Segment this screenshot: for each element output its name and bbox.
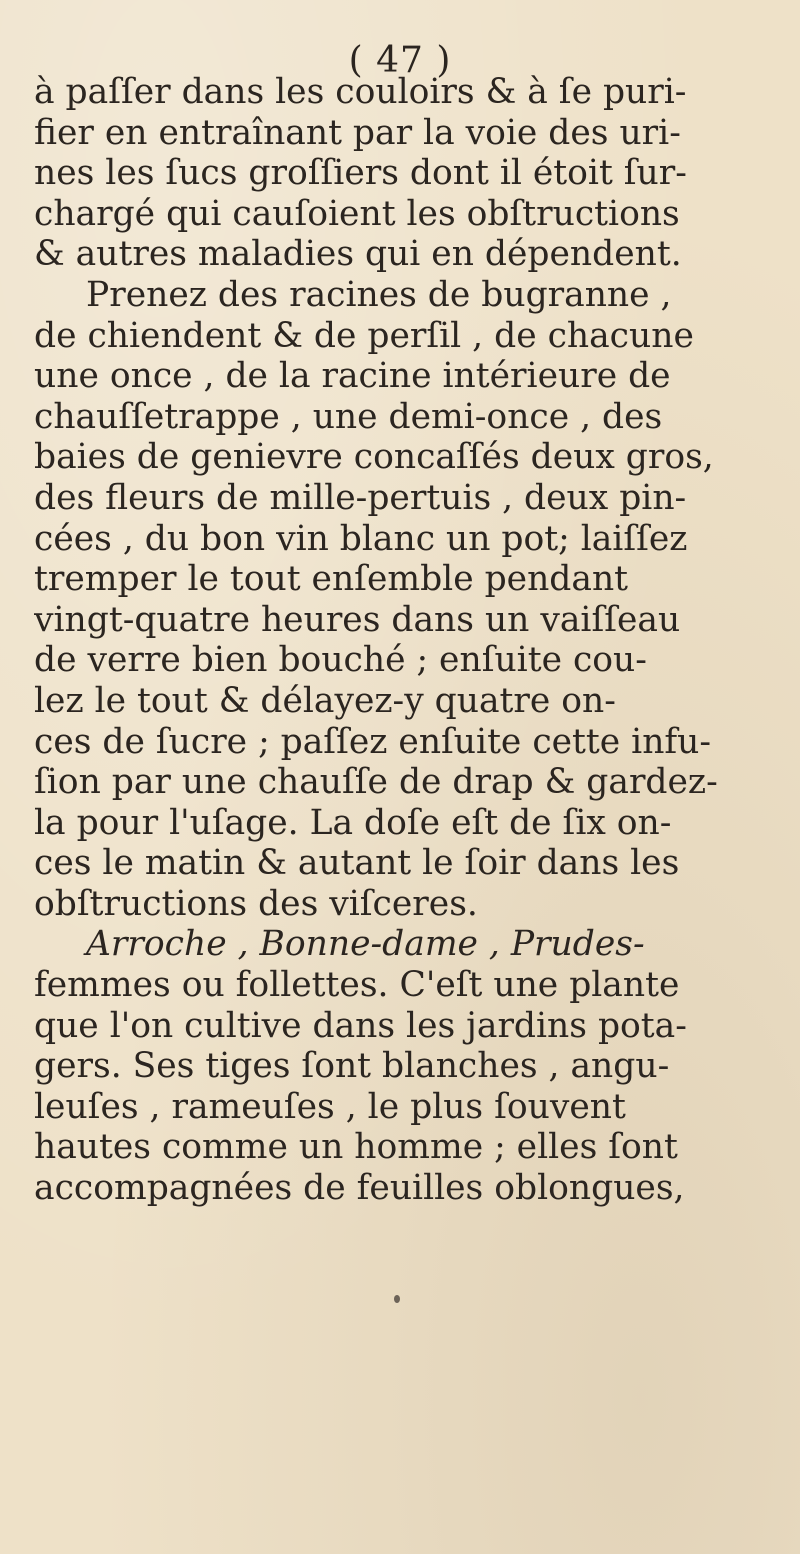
text-line: hautes comme un homme ; elles ſont	[34, 1127, 678, 1168]
text-line: de verre bien bouché ; enſuite cou-	[34, 640, 647, 681]
text-line: tremper le tout enſemble pendant	[34, 559, 629, 600]
text-line: de chiendent & de perſil , de chacune	[34, 315, 694, 356]
text-line: à paſſer dans les couloirs & à ſe puri-	[34, 72, 687, 112]
text-line: accompagnées de feuilles oblongues,	[34, 1168, 685, 1209]
text-line: fier en entraînant par la voie des uri-	[34, 112, 681, 153]
text-line: & autres maladies qui en dépendent.	[34, 234, 682, 275]
text-line: nes les ſucs groſſiers dont il étoit ſur-	[34, 153, 687, 194]
text-line: la pour l'uſage. La doſe eſt de ſix on-	[34, 802, 672, 843]
text-line: gers. Ses tiges ſont blanches , angu-	[34, 1046, 670, 1087]
ink-speck	[394, 1295, 400, 1303]
text-line: ces de ſucre ; paſſez enſuite cette infu-	[34, 721, 712, 762]
text-line: une once , de la racine intérieure de	[34, 356, 671, 397]
text-line: ces le matin & autant le ſoir dans les	[34, 843, 680, 884]
entry-heading-line: Arroche , Bonne-dame , Prudes-	[86, 924, 645, 965]
text-line: leuſes , rameuſes , le plus ſouvent	[34, 1086, 626, 1127]
text-line: ſion par une chauſſe de drap & gardez-	[34, 762, 718, 803]
text-line: chauſſetrappe , une demi-once , des	[34, 396, 663, 437]
text-line: chargé qui cauſoient les obſtructions	[34, 193, 680, 234]
text-line: que l'on cultive dans les jardins pota-	[34, 1005, 687, 1046]
text-line: Prenez des racines de bugranne ,	[86, 274, 672, 315]
page-number: ( 47 )	[348, 40, 452, 81]
text-line: obſtructions des viſceres.	[34, 883, 478, 924]
text-line: femmes ou follettes. C'eſt une plante	[34, 965, 680, 1006]
body-text	[34, 72, 774, 1209]
text-line: vingt-quatre heures dans un vaiſſeau	[34, 599, 681, 640]
text-line: des fleurs de mille-pertuis , deux pin-	[34, 477, 687, 518]
text-line: baies de genievre concaſſés deux gros,	[34, 437, 714, 478]
text-line: cées , du bon vin blanc un pot; laiſſez	[34, 518, 688, 559]
text-line: lez le tout & délayez-y quatre on-	[34, 680, 616, 721]
